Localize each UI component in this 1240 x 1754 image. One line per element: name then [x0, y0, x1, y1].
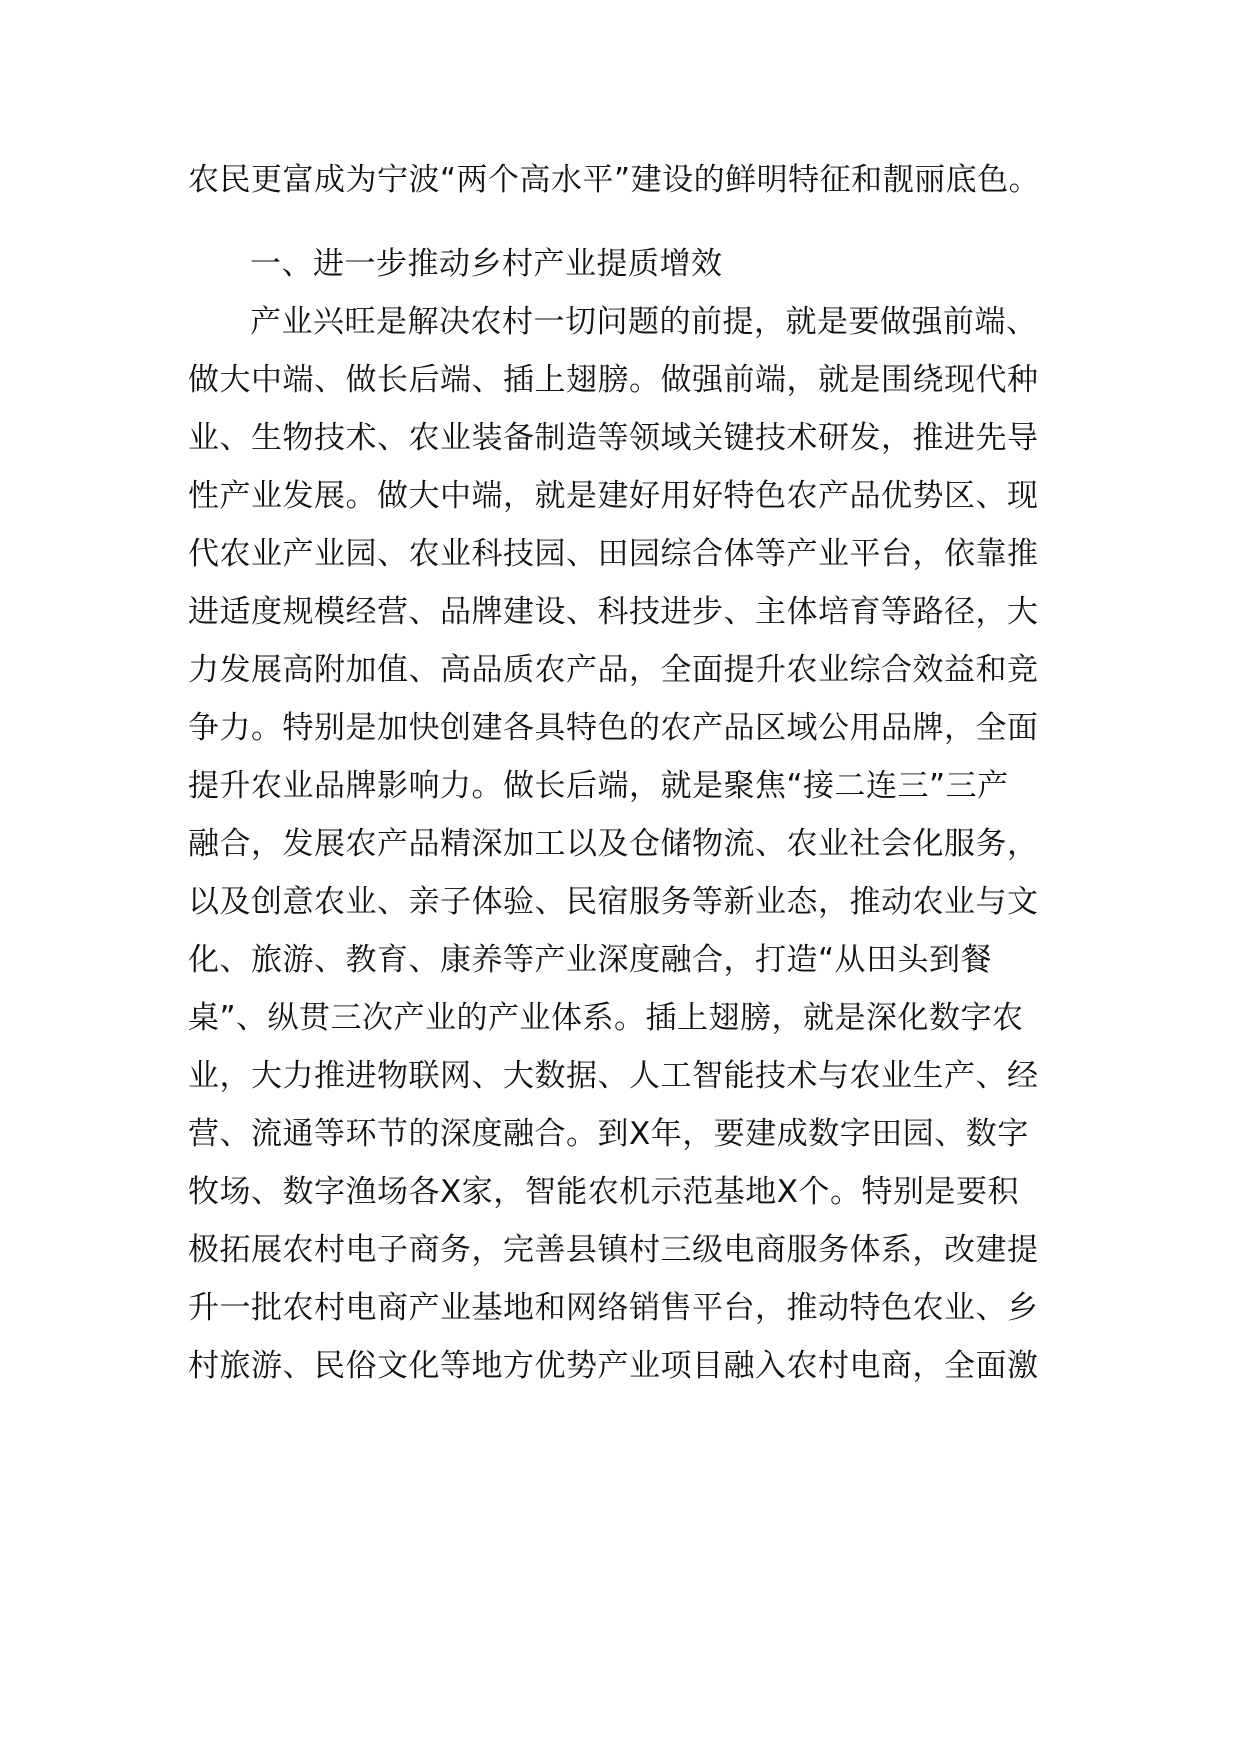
- paragraph-line-10: 提升农业品牌影响力。做长后端，就是聚焦“接二连三”三产: [188, 768, 1009, 804]
- paragraph-line-13: 化、旅游、教育、康养等产业深度融合，打造“从田头到餐: [188, 942, 993, 978]
- paragraph-line-16: 营、流通等环节的深度融合。到X年，要建成数字田园、数字: [188, 1116, 1029, 1152]
- paragraph-line-2: 产业兴旺是解决农村一切问题的前提，就是要做强前端、: [250, 304, 1038, 340]
- section-heading: 一、进一步推动乡村产业提质增效: [250, 246, 723, 282]
- paragraph-line-20: 村旅游、民俗文化等地方优势产业项目融入农村电商，全面激: [188, 1348, 1039, 1384]
- paragraph-line-1: 农民更富成为宁波“两个高水平”建设的鲜明特征和靓丽底色。: [188, 162, 1041, 198]
- paragraph-line-8: 力发展高附加值、高品质农产品，全面提升农业综合效益和竞: [188, 652, 1039, 688]
- paragraph-line-18: 极拓展农村电子商务，完善县镇村三级电商服务体系，改建提: [188, 1232, 1039, 1268]
- paragraph-line-3: 做大中端、做长后端、插上翅膀。做强前端，就是围绕现代种: [188, 362, 1039, 398]
- paragraph-line-4: 业、生物技术、农业装备制造等领域关键技术研发，推进先导: [188, 420, 1039, 456]
- paragraph-line-15: 业，大力推进物联网、大数据、人工智能技术与农业生产、经: [188, 1058, 1039, 1094]
- paragraph-line-14: 桌”、纵贯三次产业的产业体系。插上翅膀，就是深化数字农: [188, 1000, 1024, 1036]
- paragraph-line-19: 升一批农村电商产业基地和网络销售平台，推动特色农业、乡: [188, 1290, 1039, 1326]
- paragraph-line-9: 争力。特别是加快创建各具特色的农产品区域公用品牌，全面: [188, 710, 1039, 746]
- paragraph-line-7: 进适度规模经营、品牌建设、科技进步、主体培育等路径，大: [188, 594, 1039, 630]
- paragraph-line-5: 性产业发展。做大中端，就是建好用好特色农产品优势区、现: [188, 478, 1039, 514]
- paragraph-line-6: 代农业产业园、农业科技园、田园综合体等产业平台，依靠推: [188, 536, 1039, 572]
- paragraph-line-12: 以及创意农业、亲子体验、民宿服务等新业态，推动农业与文: [188, 884, 1039, 920]
- paragraph-line-17: 牧场、数字渔场各X家，智能农机示范基地X个。特别是要积: [188, 1174, 1019, 1210]
- paragraph-line-11: 融合，发展农产品精深加工以及仓储物流、农业社会化服务，: [188, 826, 1039, 862]
